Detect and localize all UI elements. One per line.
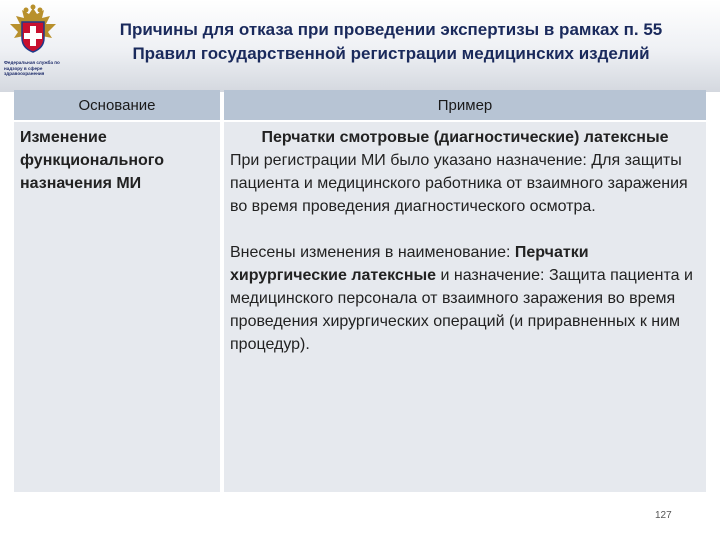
para2-prefix: Внесены изменения в наименование: bbox=[230, 244, 515, 261]
title-line-1: Причины для отказа при проведении экспертизы в рамках п. 55 bbox=[119, 20, 663, 39]
slide-title bbox=[66, 18, 716, 66]
logo-caption: Федеральная служба по надзору в сфере здравоохранения bbox=[4, 60, 60, 76]
table-header-basis: Основание bbox=[14, 90, 220, 120]
title-line-2: Правил государственной регистрации медицинских изделий bbox=[132, 44, 650, 63]
example-paragraph-1: При регистрации МИ было указано назначение: Для защиты пациента и медицинского работника от взаимного заражения во время проведения диагностического осмотра. bbox=[230, 152, 688, 215]
table-cell-example bbox=[224, 122, 706, 492]
basis-text: Изменение функционального назначения МИ bbox=[20, 129, 165, 192]
table-cell-basis bbox=[14, 122, 220, 492]
roszdravnadzor-emblem-icon bbox=[4, 4, 62, 92]
slide-header bbox=[0, 0, 720, 92]
para2-suffix: и назначение: Защита пациента и медицинского персонала от взаимного заражения во время проведения хирургических операций (и приравненных к ним процедур). bbox=[230, 267, 693, 353]
example-title: Перчатки смотровые (диагностические) латексные bbox=[261, 129, 669, 146]
para2-bold: Перчатки хирургические латексные bbox=[230, 244, 589, 284]
example-paragraph-2 bbox=[230, 241, 700, 356]
page-number: 127 bbox=[655, 510, 672, 521]
paragraph-spacer bbox=[230, 218, 700, 241]
table-header-example: Пример bbox=[224, 90, 706, 120]
